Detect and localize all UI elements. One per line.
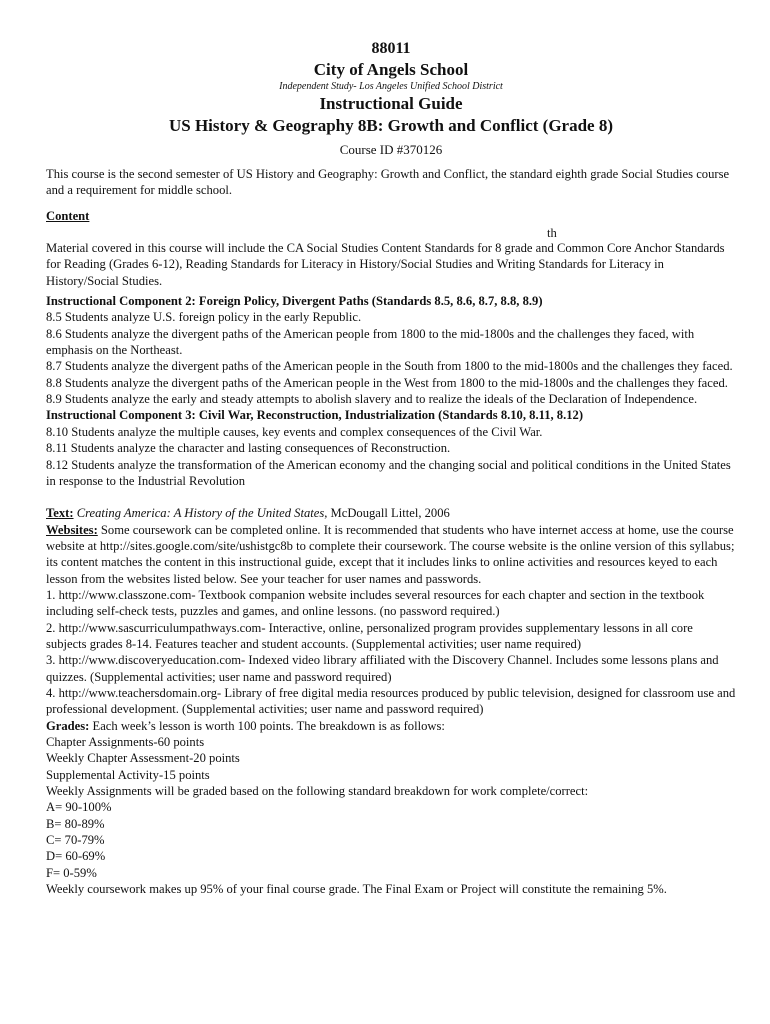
component-2 (46, 293, 736, 407)
websites-label: Websites: (46, 522, 98, 537)
grade-line: Supplemental Activity-15 points (46, 767, 210, 782)
course-title: US History & Geography 8B: Growth and Conflict (Grade 8) (168, 116, 614, 135)
grades-text: Each week’s lesson is worth 100 points. The breakdown is as follows: (89, 718, 445, 733)
content-heading: Content (46, 208, 90, 223)
school-name: City of Angels School (313, 60, 469, 79)
component-3-title: Instructional Component 3: Civil War, Reconstruction, Industrialization (Standards 8.10, 8.11, 8.12) (46, 408, 584, 423)
component-2-title: Instructional Component 2: Foreign Policy, Divergent Paths (Standards 8.5, 8.6, 8.7, 8.8, 8.9) (46, 294, 543, 309)
standard-8-9: 8.9 Students analyze the early and steady attempts to abolish slavery and to realize the ideals of the Declaration of Independence. (46, 392, 698, 407)
grades-paragraph (46, 718, 736, 734)
superscript-row (46, 224, 736, 240)
textbook-publisher: , McDougall Littel, 2006 (324, 506, 450, 521)
grade-superscript: th (547, 226, 557, 241)
guide-title: Instructional Guide (319, 94, 463, 113)
standard-8-8: 8.8 Students analyze the divergent paths of the American people in the West from 1800 to the mid-1800s and the challenges they faced. (46, 375, 728, 390)
website-item: 2. http://www.sascurriculumpathways.com- Interactive, online, personalized program provides supplementary lessons in all core subjects grades 8-14. Features teacher and student accounts. (Supplemental activities; user name required) (46, 620, 693, 651)
grade-line: D= 60-69% (46, 849, 106, 864)
textbook-title: Creating America: A History of the United States (76, 506, 325, 521)
document-page (46, 38, 736, 897)
course-id: Course ID #370126 (339, 142, 443, 157)
component-3 (46, 407, 736, 489)
grade-line: C= 70-79% (46, 833, 105, 848)
grade-line: F= 0-59% (46, 865, 97, 880)
grades-label: Grades: (46, 718, 90, 733)
grade-line: Weekly Chapter Assessment-20 points (46, 751, 240, 766)
grade-line: Weekly coursework makes up 95% of your final course grade. The Final Exam or Project will constitute the remaining 5%. (46, 882, 667, 897)
website-item: 3. http://www.discoveryeducation.com- Indexed video library affiliated with the Discovery Channel. Includes some lessons plans and quizzes. (Supplemental activities; user name and password required) (46, 653, 719, 684)
websites-text: Some coursework can be completed online. It is recommended that students who have internet access at home, use the course website at http://sites.google.com/site/ushistgc8b to complete their coursework. The course website is the online version of this syllabus; its content matches the content in this instructional guide, except that it includes links to online activities and resources keyed to each lesson from the websites listed below. See your teacher for user names and passwords. (46, 522, 735, 586)
standard-8-11: 8.11 Students analyze the character and lasting consequences of Reconstruction. (46, 441, 451, 456)
district-line: Independent Study- Los Angeles Unified School District (279, 81, 503, 92)
website-item: 1. http://www.classzone.com- Textbook companion website includes several resources for each chapter and section in the textbook including self-check tests, puzzles and games, and online lessons. (no password required.) (46, 587, 705, 619)
websites-paragraph (46, 522, 736, 587)
grade-line: Chapter Assignments-60 points (46, 735, 205, 749)
content-paragraph: Material covered in this course will include the CA Social Studies Content Standards for 8 grade and Common Core Anchor Standards for Reading (Grades 6-12), Reading Standards for Literacy in History/Social Studies and Writing Standards for Literacy in History/Social Studies. (46, 241, 725, 288)
standard-8-7: 8.7 Students analyze the divergent paths of the American people in the South from 1800 to the mid-1800s and the challenges they faced. (46, 359, 733, 374)
grade-line: A= 90-100% (46, 800, 112, 815)
text-label: Text: (46, 506, 74, 521)
standard-8-10: 8.10 Students analyze the multiple causes, key events and complex consequences of the Civil War. (46, 424, 543, 439)
website-item: 4. http://www.teachersdomain.org- Library of free digital media resources produced by public television, designed for classroom use and professional development. (Supplemental activities; user name and password required) (46, 685, 736, 717)
standard-8-6: 8.6 Students analyze the divergent paths of the American people from 1800 to the mid-1800s and the challenges they faced, with emphasis on the Northeast. (46, 326, 695, 358)
document-number: 88011 (371, 40, 411, 57)
textbook-line (46, 505, 736, 521)
standard-8-5: 8.5 Students analyze U.S. foreign policy in the early Republic. (46, 310, 362, 325)
grade-line: B= 80-89% (46, 816, 105, 831)
intro-paragraph: This course is the second semester of US History and Geography: Growth and Conflict, the standard eighth grade Social Studies course and a requirement for middle school. (46, 167, 730, 198)
grade-line: Weekly Assignments will be graded based on the following standard breakdown for work complete/correct: (46, 784, 589, 799)
standard-8-12: 8.12 Students analyze the transformation of the American economy and the changing social and political conditions in the United States in response to the Industrial Revolution (46, 457, 731, 488)
